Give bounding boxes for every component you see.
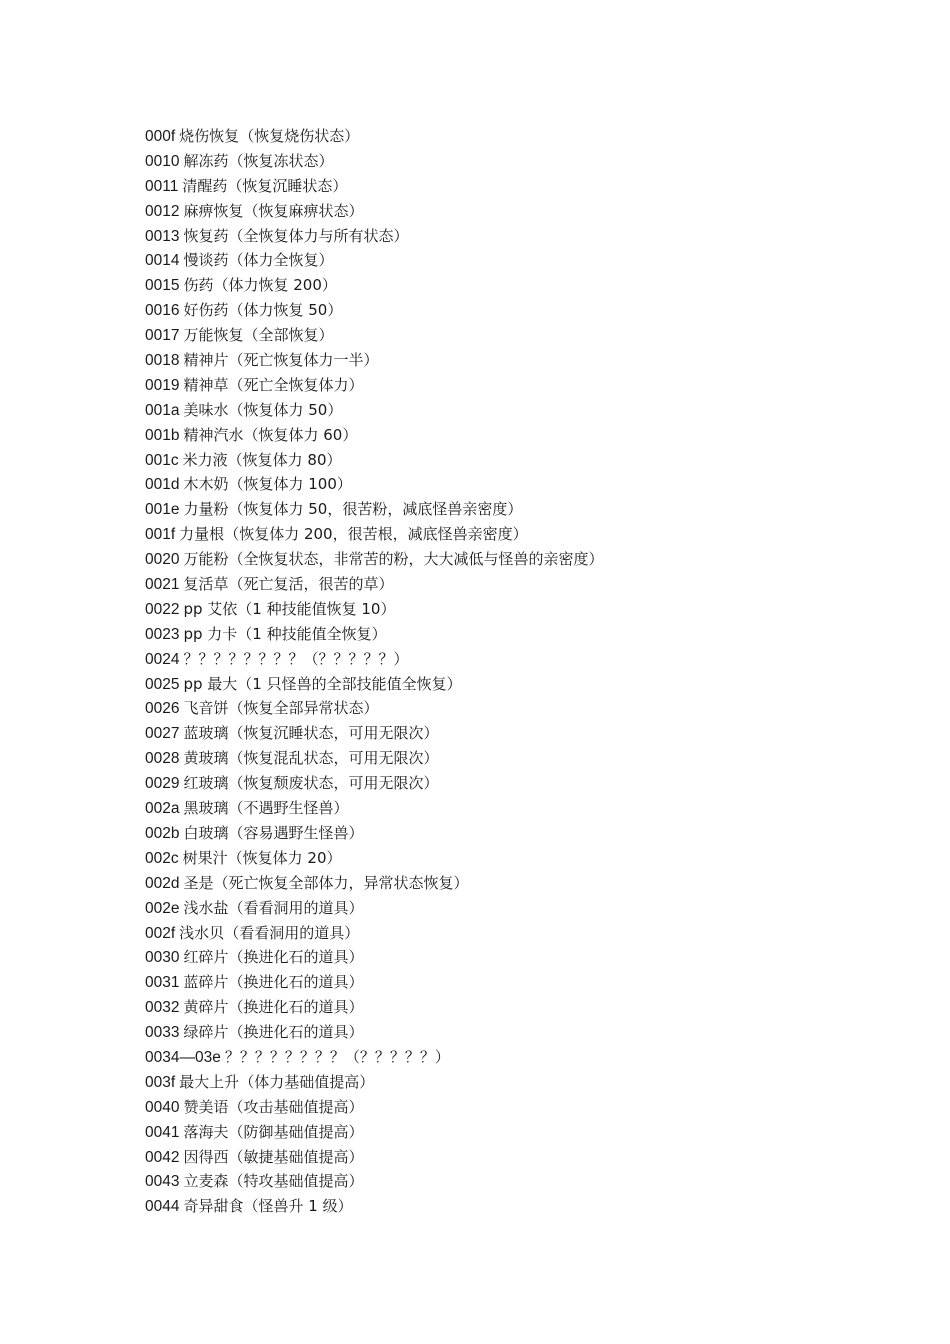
item-code: 0010 — [145, 152, 180, 170]
item-description: （恢复麻痹状态） — [243, 201, 364, 220]
item-description: （恢复体力 80） — [227, 450, 342, 469]
list-item — [145, 672, 604, 697]
item-description: （恢复冻状态） — [228, 151, 334, 170]
item-description: （？？？？？） — [344, 1047, 450, 1066]
list-item — [145, 871, 604, 896]
item-name: 万能恢复 — [183, 326, 244, 345]
item-name: 黑玻璃 — [183, 799, 229, 818]
item-name: 浅水贝 — [179, 923, 225, 942]
item-description: （恢复全部异常状态） — [228, 699, 379, 718]
list-item — [145, 547, 604, 572]
item-name: 最大上升 — [179, 1072, 240, 1091]
item-description: （敏捷基础值提高） — [228, 1147, 364, 1166]
list-item — [145, 448, 604, 473]
list-item — [145, 224, 604, 249]
item-description: （换进化石的道具） — [228, 1023, 364, 1042]
list-item — [145, 522, 604, 547]
item-code: 0041 — [145, 1123, 180, 1141]
list-item — [145, 1095, 604, 1120]
item-name: 米力液 — [182, 450, 228, 469]
list-item — [145, 622, 604, 647]
item-name: ？？？？？？？？ — [224, 1047, 345, 1066]
item-description: （怪兽升 1 级） — [243, 1197, 353, 1216]
item-code: 0020 — [145, 551, 180, 569]
item-name: 精神片 — [183, 351, 229, 370]
item-description: （体力基础值提高） — [239, 1072, 375, 1091]
item-name: 精神草 — [183, 375, 229, 394]
list-item — [145, 1169, 604, 1194]
list-item — [145, 696, 604, 721]
item-description: （防御基础值提高） — [228, 1122, 364, 1141]
item-description: （看看洞用的道具） — [228, 898, 364, 917]
item-code: 001a — [145, 401, 180, 419]
list-item — [145, 497, 604, 522]
list-item — [145, 796, 604, 821]
item-code: 002e — [145, 899, 180, 917]
item-description: （换进化石的道具） — [228, 998, 364, 1017]
item-name: 清醒药 — [182, 176, 228, 195]
item-description: （恢复体力 200，很苦根，减底怪兽亲密度） — [224, 525, 528, 544]
item-description: （恢复体力 100） — [228, 475, 352, 494]
list-item — [145, 149, 604, 174]
item-description: （容易遇野生怪兽） — [228, 823, 364, 842]
item-code: 0025 — [145, 675, 180, 693]
item-description: （体力全恢复） — [228, 251, 334, 270]
item-code: 0015 — [145, 277, 180, 295]
item-name: 圣是 — [183, 873, 214, 892]
item-name: 奇异甜食 — [183, 1197, 244, 1216]
item-code: 002d — [145, 874, 180, 892]
item-name: 好伤药 — [183, 301, 229, 320]
item-description: （死亡全恢复体力） — [228, 375, 364, 394]
item-description: （恢复体力 50，很苦粉，减底怪兽亲密度） — [228, 500, 523, 519]
item-name: 红碎片 — [183, 948, 229, 967]
item-description: （特攻基础值提高） — [228, 1172, 364, 1191]
item-name: 烧伤恢复 — [179, 127, 240, 145]
item-description: （1 种技能值恢复 10） — [237, 599, 396, 618]
item-name: 绿碎片 — [183, 1023, 229, 1042]
item-name: 解冻药 — [183, 151, 229, 170]
list-item — [145, 721, 604, 746]
item-description: （恢复混乱状态，可用无限次） — [228, 749, 439, 768]
item-name: pp 艾依 — [183, 599, 238, 618]
list-item — [145, 921, 604, 946]
item-code: 001f — [145, 526, 176, 544]
list-item — [145, 298, 604, 323]
item-code: 0027 — [145, 725, 180, 743]
list-item — [145, 248, 604, 273]
item-name: 赞美语 — [183, 1097, 229, 1116]
item-description: （体力恢复 200） — [213, 276, 337, 295]
list-item — [145, 199, 604, 224]
item-name: 浅水盐 — [183, 898, 229, 917]
item-name: 美味水 — [183, 400, 229, 419]
item-description: （恢复沉睡状态） — [227, 176, 348, 195]
item-code: 0019 — [145, 376, 180, 394]
item-code: 001d — [145, 476, 180, 494]
item-name: pp 力卡 — [183, 624, 238, 643]
item-code: 0026 — [145, 700, 180, 718]
item-code: 002f — [145, 924, 176, 942]
item-name: 立麦森 — [183, 1172, 229, 1191]
list-item — [145, 572, 604, 597]
list-item — [145, 1045, 604, 1070]
item-code: 0040 — [145, 1098, 180, 1116]
list-item — [145, 373, 604, 398]
list-item — [145, 1070, 604, 1095]
item-description: （攻击基础值提高） — [228, 1097, 364, 1116]
list-item — [145, 348, 604, 373]
item-name: 伤药 — [183, 276, 214, 295]
list-item — [145, 821, 604, 846]
list-item — [145, 970, 604, 995]
item-code: 0018 — [145, 352, 180, 370]
item-code: 002a — [145, 800, 180, 818]
item-code: 0022 — [145, 600, 180, 618]
item-name: 黄玻璃 — [183, 749, 229, 768]
item-description: （恢复颓废状态，可用无限次） — [228, 774, 439, 793]
item-name: 力量粉 — [183, 500, 229, 519]
item-description: （看看洞用的道具） — [224, 923, 360, 942]
item-name: 树果汁 — [182, 848, 228, 867]
item-code: 001c — [145, 451, 179, 469]
item-code: 0012 — [145, 202, 180, 220]
item-code: 0028 — [145, 750, 180, 768]
list-item — [145, 846, 604, 871]
item-code: 0011 — [145, 177, 179, 195]
item-name: 飞音饼 — [183, 699, 229, 718]
item-description: （恢复体力 60） — [243, 425, 358, 444]
list-item — [145, 1145, 604, 1170]
item-code: 0042 — [145, 1148, 180, 1166]
item-name: 因得西 — [183, 1147, 229, 1166]
item-name: ？？？？？？？？ — [183, 649, 304, 668]
list-item — [145, 597, 604, 622]
item-description: （恢复烧伤状态） — [239, 127, 360, 145]
item-code: 0024 — [145, 650, 180, 668]
item-code: 001b — [145, 426, 180, 444]
list-item — [145, 746, 604, 771]
list-item — [145, 771, 604, 796]
item-name: 慢谈药 — [183, 251, 229, 270]
item-description: （不遇野生怪兽） — [228, 799, 349, 818]
item-name: 麻痹恢复 — [183, 201, 244, 220]
item-code: 0021 — [145, 576, 180, 594]
list-item — [145, 647, 604, 672]
item-code: 0023 — [145, 625, 180, 643]
item-description: （恢复体力 20） — [227, 848, 342, 867]
item-code: 0031 — [145, 974, 180, 992]
list-item — [145, 896, 604, 921]
list-item — [145, 1120, 604, 1145]
list-item — [145, 1194, 604, 1219]
item-description: （全恢复状态，非常苦的粉，大大减低与怪兽的亲密度） — [228, 550, 604, 569]
item-description: （死亡恢复体力一半） — [228, 351, 379, 370]
item-description: （？？？？？） — [303, 649, 409, 668]
item-code: 002b — [145, 824, 180, 842]
item-code: 0030 — [145, 949, 180, 967]
item-code: 000f — [145, 128, 176, 145]
item-name: 落海夫 — [183, 1122, 229, 1141]
item-code: 0033 — [145, 1024, 180, 1042]
item-description: （换进化石的道具） — [228, 973, 364, 992]
item-name: 蓝碎片 — [183, 973, 229, 992]
item-description: （1 只怪兽的全部技能值全恢复） — [237, 674, 462, 693]
item-description: （1 种技能值全恢复） — [237, 624, 387, 643]
item-name: 红玻璃 — [183, 774, 229, 793]
item-name: 恢复药 — [183, 226, 229, 245]
item-code: 0017 — [145, 327, 180, 345]
item-name: 复活草 — [183, 575, 229, 594]
item-code: 0043 — [145, 1173, 180, 1191]
list-item — [145, 273, 604, 298]
item-description: （死亡复活，很苦的草） — [228, 575, 394, 594]
item-name: 黄碎片 — [183, 998, 229, 1017]
item-description: （体力恢复 50） — [228, 301, 343, 320]
item-description: （死亡恢复全部体力，异常状态恢复） — [213, 873, 469, 892]
item-code: 0016 — [145, 302, 180, 320]
item-code: 003f — [145, 1073, 176, 1091]
item-code: 0044 — [145, 1198, 180, 1216]
item-code: 0013 — [145, 227, 180, 245]
item-code-list — [145, 124, 604, 1219]
item-name: 蓝玻璃 — [183, 724, 229, 743]
item-name: pp 最大 — [183, 674, 238, 693]
item-code: 0034—03e — [145, 1048, 221, 1066]
item-description: （全恢复体力与所有状态） — [228, 226, 409, 245]
item-description: （恢复体力 50） — [228, 400, 343, 419]
item-name: 万能粉 — [183, 550, 229, 569]
list-item — [145, 124, 604, 149]
list-item — [145, 995, 604, 1020]
item-name: 力量根 — [179, 525, 225, 544]
list-item — [145, 323, 604, 348]
list-item — [145, 423, 604, 448]
list-item — [145, 1020, 604, 1045]
item-name: 白玻璃 — [183, 823, 229, 842]
item-code: 001e — [145, 501, 180, 519]
item-code: 002c — [145, 849, 179, 867]
item-description: （全部恢复） — [243, 326, 334, 345]
list-item — [145, 945, 604, 970]
item-description: （恢复沉睡状态，可用无限次） — [228, 724, 439, 743]
list-item — [145, 398, 604, 423]
item-code: 0029 — [145, 775, 180, 793]
item-code: 0032 — [145, 999, 180, 1017]
item-code: 0014 — [145, 252, 180, 270]
item-name: 木木奶 — [183, 475, 229, 494]
item-name: 精神汽水 — [183, 425, 244, 444]
list-item — [145, 174, 604, 199]
list-item — [145, 472, 604, 497]
item-description: （换进化石的道具） — [228, 948, 364, 967]
